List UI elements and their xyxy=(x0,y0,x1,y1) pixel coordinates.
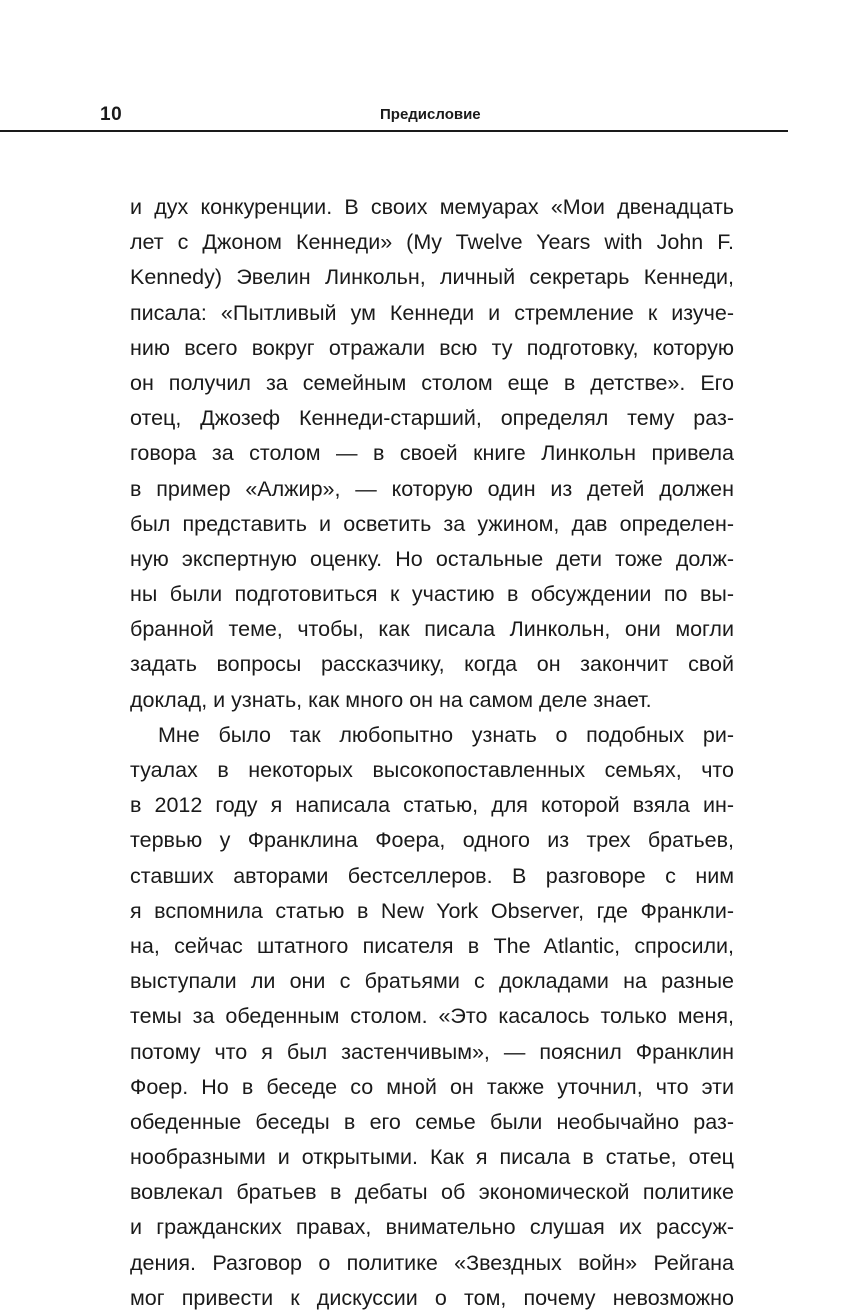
text-line: Фоер. Но в беседе со мной он также уточнил, что эти xyxy=(130,1074,734,1099)
text-line: и дух конкуренции. В своих мемуарах «Мои двенадцать xyxy=(130,195,734,219)
text-line: ставших авторами бестселлеров. В разговоре с ним xyxy=(130,863,734,888)
text-line: ную экспертную оценку. Но остальные дети тоже долж- xyxy=(130,546,734,571)
text-line: темы за обеденным столом. «Это касалось только меня, xyxy=(130,1004,734,1029)
text-line: нию всего вокруг отражали всю ту подготовку, которую xyxy=(130,335,734,360)
text-line: дения. Разговор о политике «Звездных войн» Рейгана xyxy=(130,1250,734,1275)
text-line: лет с Джоном Кеннеди» (My Twelve Years with John F. xyxy=(130,230,734,255)
text-line: был представить и осветить за ужином, дав определен- xyxy=(130,511,734,536)
text-line: он получил за семейным столом еще в детстве». Его xyxy=(130,370,734,395)
text-line: Kennedy) Эвелин Линкольн, личный секретарь Кеннеди, xyxy=(130,265,734,290)
page-number: 10 xyxy=(100,104,123,125)
text-line: Мне было так любопытно узнать о подобных ри- xyxy=(158,722,734,747)
text-line: и гражданских правах, внимательно слушая их рассуж- xyxy=(130,1215,734,1240)
body-text xyxy=(130,190,734,1316)
text-line: говора за столом — в своей книге Линкольн привела xyxy=(130,441,734,466)
section-title: Предисловие xyxy=(380,106,481,123)
text-line: доклад, и узнать, как много он на самом деле знает. xyxy=(130,687,652,712)
text-line: вовлекал братьев в дебаты об экономической политике xyxy=(130,1180,734,1205)
text-line: писала: «Пытливый ум Кеннеди и стремление к изуче- xyxy=(130,300,734,325)
text-line: мог привести к дискуссии о том, почему невозможно xyxy=(130,1285,734,1310)
text-line: в пример «Алжир», — которую один из детей должен xyxy=(130,476,734,501)
text-line: туалах в некоторых высокопоставленных семьях, что xyxy=(130,758,734,782)
text-line: нообразными и открытыми. Как я писала в статье, отец xyxy=(130,1145,734,1170)
text-line: тервью у Франклина Фоера, одного из трех братьев, xyxy=(130,828,734,853)
text-line: выступали ли они с братьями с докладами на разные xyxy=(130,969,734,994)
text-line: ны были подготовиться к участию в обсуждении по вы- xyxy=(130,582,734,607)
text-line: обеденные беседы в его семье были необычайно раз- xyxy=(130,1109,734,1134)
text-line: на, сейчас штатного писателя в The Atlantic, спросили, xyxy=(130,933,734,958)
running-head xyxy=(0,100,788,132)
text-line: задать вопросы рассказчику, когда он закончит свой xyxy=(130,652,734,677)
text-line: бранной теме, чтобы, как писала Линкольн, они могли xyxy=(130,617,734,642)
text-line: я вспомнила статью в New York Observer, где Франкли- xyxy=(130,898,734,923)
text-line: в 2012 году я написала статью, для которой взяла ин- xyxy=(130,793,734,818)
text-line: потому что я был застенчивым», — пояснил Франклин xyxy=(130,1039,734,1064)
text-line: отец, Джозеф Кеннеди-старший, определял тему раз- xyxy=(130,406,734,431)
